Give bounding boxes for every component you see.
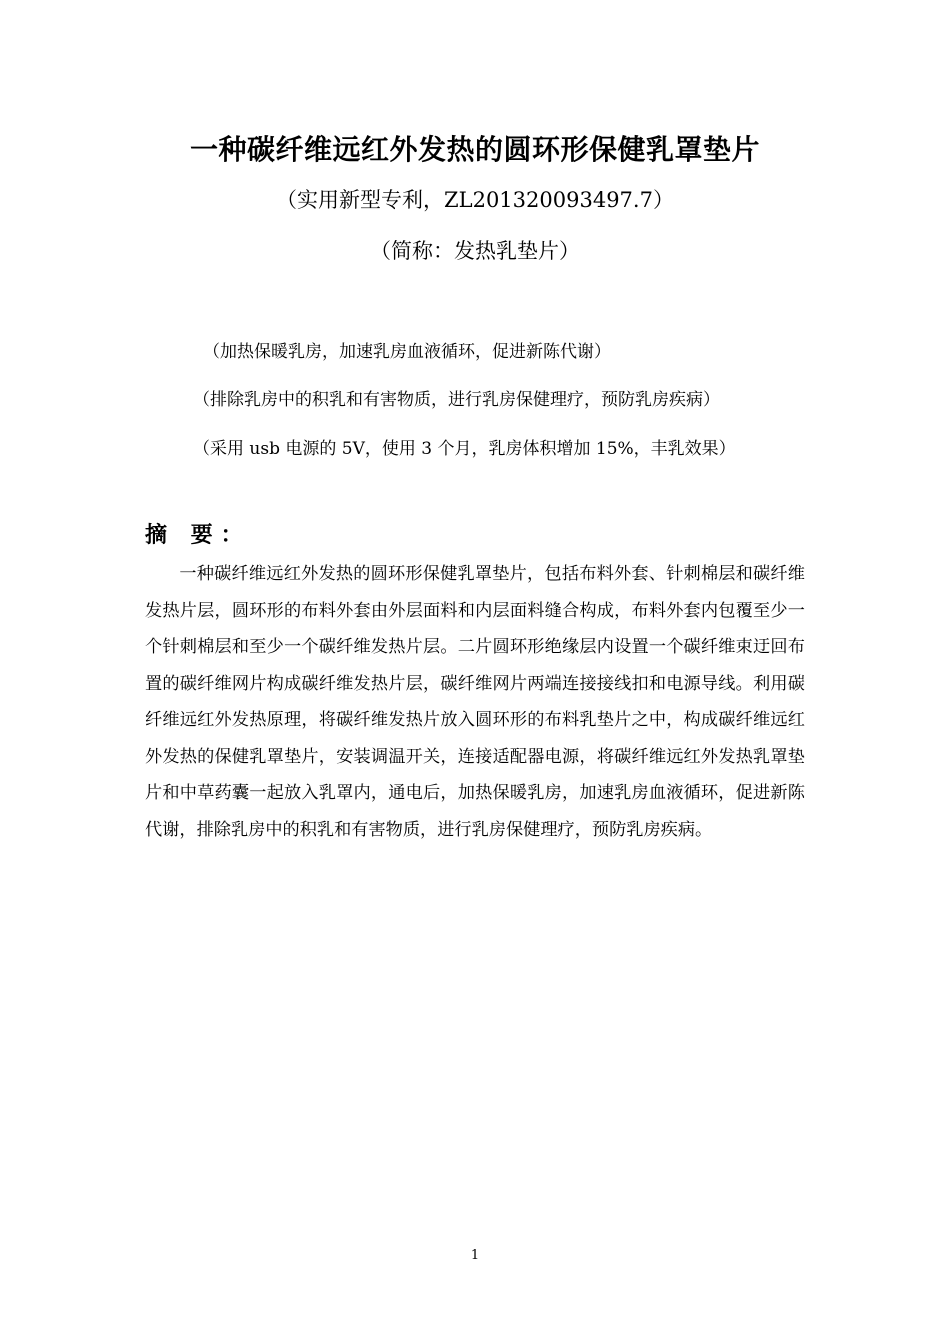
page-number: 1: [470, 1248, 480, 1263]
document-title: 一种碳纤维远红外发热的圆环形保健乳罩垫片: [189, 133, 760, 166]
abstract-heading: 摘 要：: [145, 523, 251, 548]
note-line: （加热保暖乳房，加速乳房血液循环，促进新陈代谢）: [203, 342, 611, 362]
abstract-body: 一种碳纤维远红外发热的圆环形保健乳罩垫片，包括布料外套、针刺棉层和碳纤维发热片层，圆环形的布料外套由外层面料和内层面料缝合构成，布料外套内包覆至少一个针刺棉层和至少一个碳纤维发热片层。二片圆环形绝缘层内设置一个碳纤维束迂回布置的碳纤维网片构成碳纤维发热片层，碳纤维网片两端连接接线扣和电源导线。利用碳纤维远红外发热原理，将碳纤维发热片放入圆环形的布料乳垫片之中，构成碳纤维远红外发热的保健乳罩垫片，安装调温开关，连接适配器电源，将碳纤维远红外发热乳罩垫片和中草药囊一起放入乳罩内，通电后，加热保暖乳房，加速乳房血液循环，促进新陈代谢，排除乳房中的积乳和有害物质，进行乳房保健理疗，预防乳房疾病。: [145, 564, 805, 840]
note-line: （排除乳房中的积乳和有害物质，进行乳房保健理疗，预防乳房疾病）: [193, 390, 720, 410]
short-name-subtitle: （简称：发热乳垫片）: [370, 239, 580, 263]
note-line: （采用 usb 电源的 5V，使用 3 个月，乳房体积增加 15%，丰乳效果）: [193, 439, 736, 459]
patent-number-subtitle: （实用新型专利，ZL201320093497.7）: [276, 188, 674, 212]
